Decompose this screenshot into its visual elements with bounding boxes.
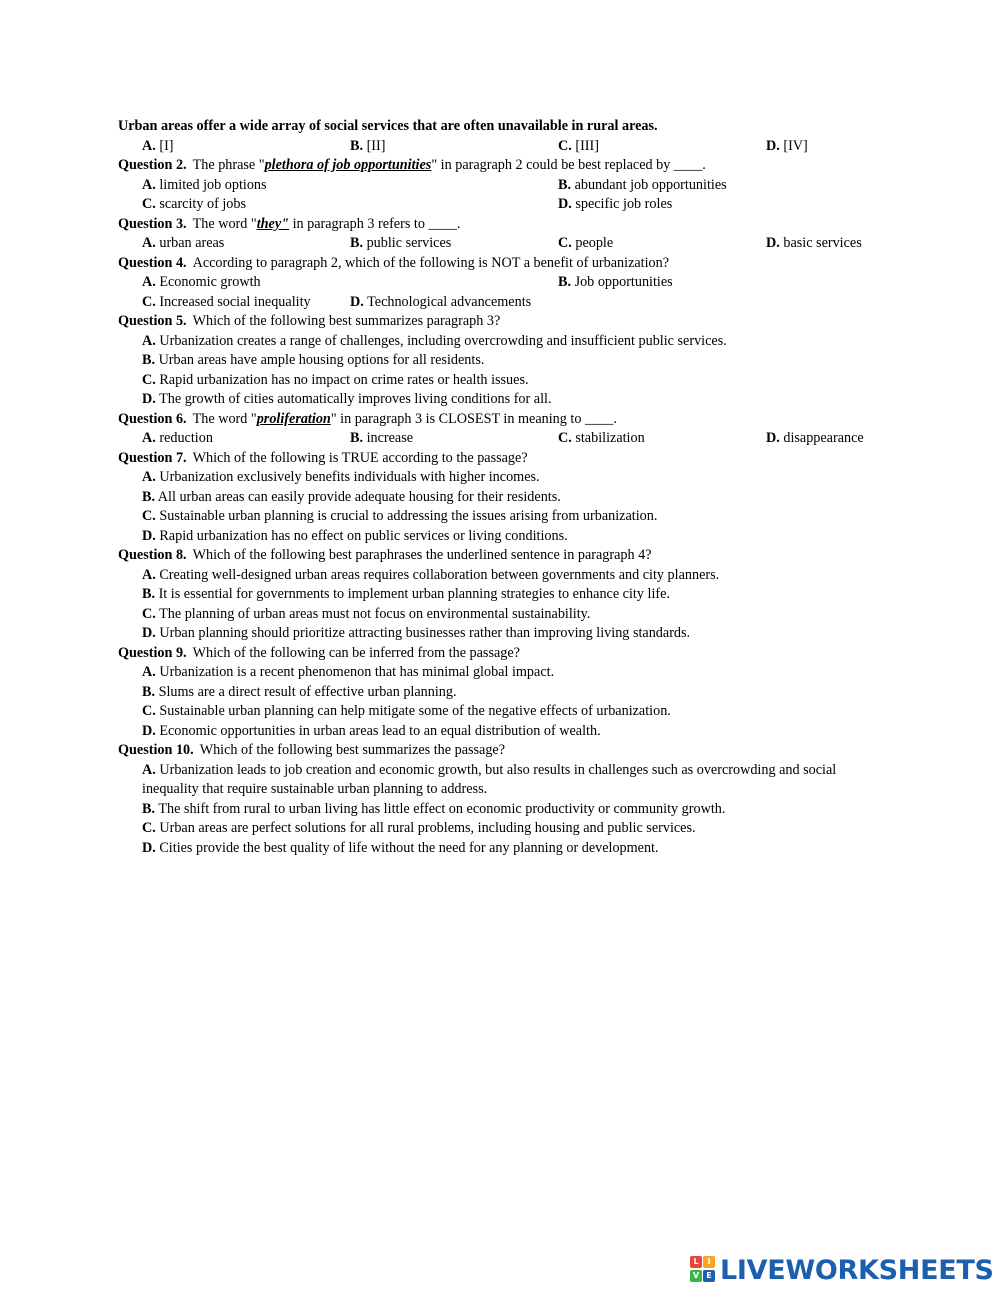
q3-option-a[interactable]: A. urban areas [142, 235, 225, 251]
q9-option-b[interactable]: B. Slums are a direct result of effective urban planning. [142, 683, 457, 700]
q10-option-b[interactable]: B. The shift from rural to urban living has little effect on economic productivity or community growth. [142, 800, 726, 817]
liveworksheets-logo[interactable] [690, 1254, 994, 1286]
q4-option-b[interactable]: B. Job opportunities [558, 274, 673, 290]
q8-option-d[interactable]: D. Urban planning should prioritize attracting businesses rather than improving living standards. [142, 625, 691, 641]
q7-option-a[interactable]: A. Urbanization exclusively benefits individuals with higher incomes. [142, 469, 540, 485]
q9-option-c[interactable]: C. Sustainable urban planning can help mitigate some of the negative effects of urbanization. [142, 703, 671, 719]
liveworksheets-logo-icon: L I V E [690, 1256, 716, 1284]
q4-option-c[interactable]: C. Increased social inequality [142, 293, 311, 310]
q6-option-b[interactable]: B. increase [350, 430, 414, 446]
intro-sentence: Urban areas offer a wide array of social services that are often unavailable in rural areas. [118, 118, 658, 134]
q9-option-a[interactable]: A. Urbanization is a recent phenomenon that has minimal global impact. [142, 664, 555, 680]
q8-option-a[interactable]: A. Creating well-designed urban areas requires collaboration between governments and city planners. [142, 566, 720, 583]
question-6-stem: Question 6. The word "proliferation" in paragraph 3 is CLOSEST in meaning to ____. [118, 410, 617, 427]
q7-option-b[interactable]: B. All urban areas can easily provide adequate housing for their residents. [142, 488, 561, 505]
q2-option-d[interactable]: D. specific job roles [558, 196, 673, 212]
q5-option-a[interactable]: A. Urbanization creates a range of challenges, including overcrowding and insufficient public services. [142, 332, 727, 349]
q2-option-a[interactable]: A. limited job options [142, 176, 267, 193]
question-9-stem: Question 9. Which of the following can be inferred from the passage? [118, 644, 520, 661]
q8-option-c[interactable]: C. The planning of urban areas must not focus on environmental sustainability. [142, 605, 591, 622]
q6-option-c[interactable]: C. stabilization [558, 430, 645, 446]
q3-option-d[interactable]: D. basic services [766, 235, 862, 251]
q4-option-d[interactable]: D. Technological advancements [350, 293, 532, 310]
q1-option-d[interactable]: D. [IV] [766, 137, 808, 154]
q3-option-c[interactable]: C. people [558, 235, 614, 251]
q5-option-b[interactable]: B. Urban areas have ample housing options for all residents. [142, 352, 485, 368]
question-4-stem: Question 4. According to paragraph 2, which of the following is NOT a benefit of urbanization? [118, 254, 670, 271]
q5-option-d[interactable]: D. The growth of cities automatically improves living conditions for all. [142, 391, 552, 407]
question-3-stem: Question 3. The word "they" in paragraph 3 refers to ____. [118, 215, 461, 232]
q4-option-a[interactable]: A. Economic growth [142, 274, 261, 290]
q2-option-b[interactable]: B. abundant job opportunities [558, 176, 727, 193]
q5-option-c[interactable]: C. Rapid urbanization has no impact on crime rates or health issues. [142, 371, 529, 388]
q10-option-c[interactable]: C. Urban areas are perfect solutions for all rural problems, including housing and public services. [142, 820, 696, 836]
worksheet [118, 117, 888, 858]
q1-option-b[interactable]: B. [II] [350, 137, 386, 154]
q2-option-c[interactable]: C. scarcity of jobs [142, 196, 247, 212]
q7-option-d[interactable]: D. Rapid urbanization has no effect on public services or living conditions. [142, 527, 568, 544]
q8-option-b[interactable]: B. It is essential for governments to implement urban planning strategies to enhance city life. [142, 586, 670, 602]
q1-option-a[interactable]: A. [I] [142, 137, 174, 154]
question-10-stem: Question 10. Which of the following best summarizes the passage? [118, 742, 506, 758]
question-7-stem: Question 7. Which of the following is TRUE according to the passage? [118, 449, 528, 466]
question-1-options [118, 137, 888, 157]
question-5-stem: Question 5. Which of the following best summarizes paragraph 3? [118, 313, 501, 329]
q6-option-d[interactable]: D. disappearance [766, 430, 864, 446]
q6-option-a[interactable]: A. reduction [142, 430, 213, 446]
q9-option-d[interactable]: D. Economic opportunities in urban areas lead to an equal distribution of wealth. [142, 722, 601, 739]
question-8-stem: Question 8. Which of the following best paraphrases the underlined sentence in paragraph 4? [118, 547, 652, 563]
q1-option-c[interactable]: C. [III] [558, 137, 599, 154]
q7-option-c[interactable]: C. Sustainable urban planning is crucial to addressing the issues arising from urbanization. [142, 508, 658, 524]
question-2-stem: Question 2. The phrase "plethora of job opportunities" in paragraph 2 could be best replaced by ____. [118, 157, 706, 173]
q3-option-b[interactable]: B. public services [350, 235, 452, 251]
q10-option-d[interactable]: D. Cities provide the best quality of life without the need for any planning or development. [142, 839, 659, 856]
logo-text: LIVEWORKSHEETS [720, 1254, 994, 1286]
q10-option-a[interactable]: A. Urbanization leads to job creation and economic growth, but also results in challenges such as overcrowding and social inequality that require sustainable urban planning to address. [142, 761, 837, 797]
